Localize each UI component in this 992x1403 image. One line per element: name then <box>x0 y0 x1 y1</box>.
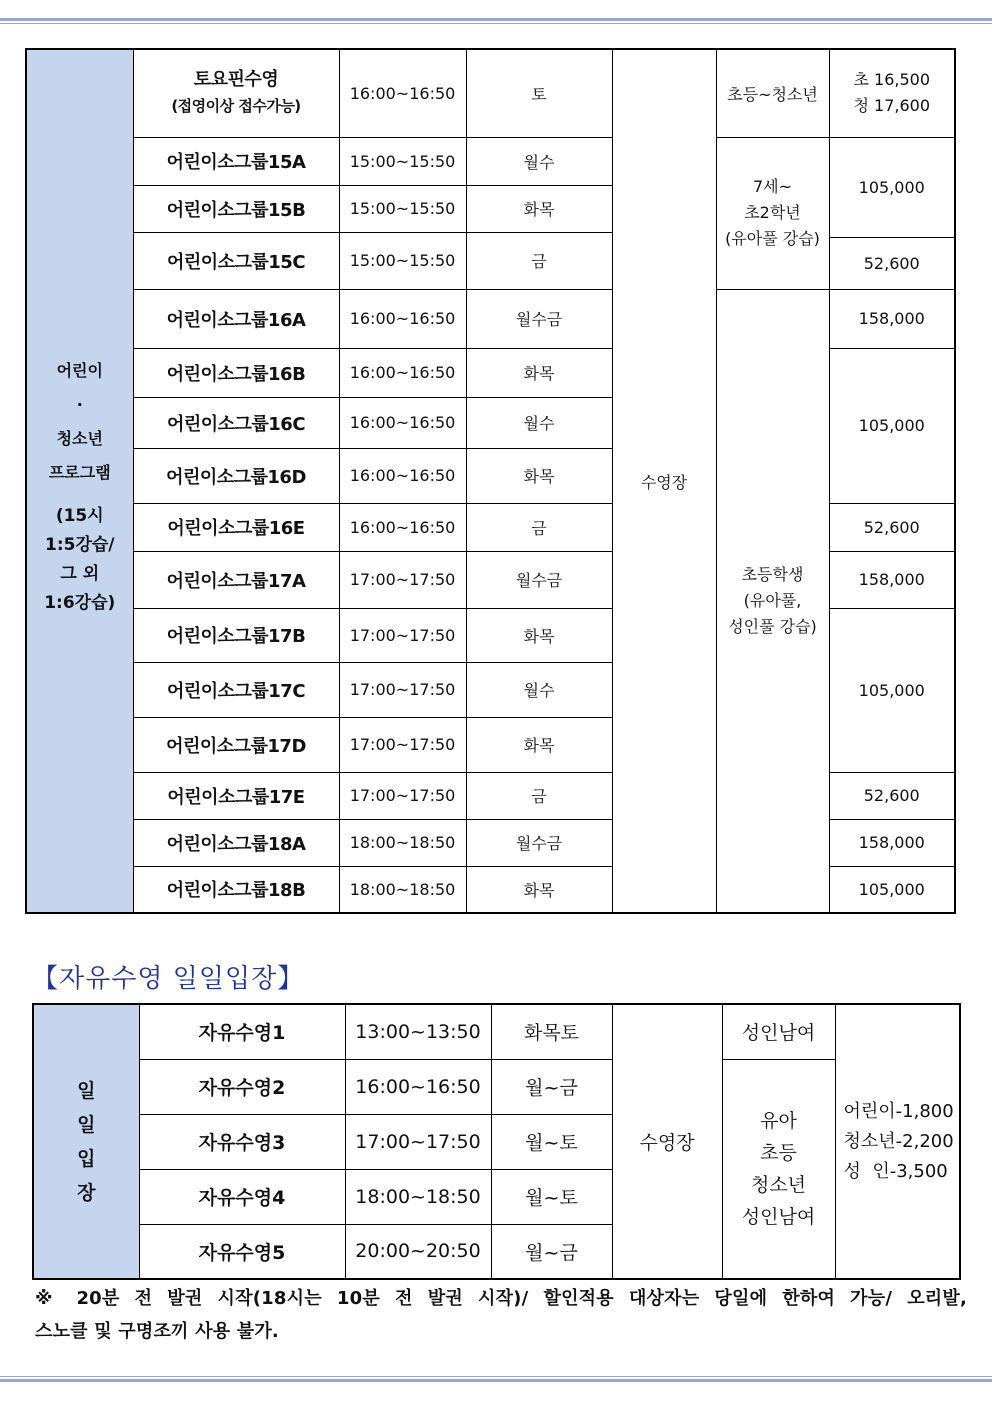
free-swim-name: 자유수영1 <box>139 1004 345 1059</box>
free-swim-location: 수영장 <box>612 1004 722 1279</box>
program-name: 어린이소그룹15C <box>133 232 339 289</box>
program-days: 월수금 <box>466 551 612 608</box>
program-name: 어린이소그룹16B <box>133 348 339 397</box>
free-swim-name: 자유수영4 <box>139 1169 345 1224</box>
program-fee: 105,000 <box>829 608 955 772</box>
program-name: 어린이소그룹17C <box>133 662 339 717</box>
program-name: 어린이소그룹15B <box>133 185 339 232</box>
program-days: 월수 <box>466 662 612 717</box>
free-swim-time: 13:00~13:50 <box>345 1004 491 1059</box>
notice-line: ※ 20분 전 발권 시작(18시는 10분 전 발권 시작)/ 할인적용 대상자는 당일에 한하여 가능/ 오리발, <box>35 1288 967 1309</box>
program-time: 15:00~15:50 <box>339 185 466 232</box>
program-fee: 105,000 <box>829 348 955 503</box>
program-time: 17:00~17:50 <box>339 662 466 717</box>
program-fee: 초 16,500 청 17,600 <box>829 49 955 137</box>
program-name: 어린이소그룹18B <box>133 866 339 913</box>
free-swim-days: 화목토 <box>491 1004 612 1059</box>
program-table <box>25 48 956 914</box>
program-days: 토 <box>466 49 612 137</box>
free-swim-time: 20:00~20:50 <box>345 1224 491 1279</box>
table-row <box>33 1059 960 1114</box>
program-name: 어린이소그룹15A <box>133 137 339 185</box>
program-category-cell <box>26 49 133 913</box>
program-time: 16:00~16:50 <box>339 448 466 503</box>
free-swim-days: 월~금 <box>491 1059 612 1114</box>
program-name: 어린이소그룹17A <box>133 551 339 608</box>
program-days: 월수 <box>466 397 612 448</box>
table-row <box>26 137 955 185</box>
program-name: 어린이소그룹16A <box>133 289 339 348</box>
free-swim-fees: 어린이-1,800 청소년-2,200 성 인-3,500 <box>835 1004 960 1279</box>
program-time: 15:00~15:50 <box>339 137 466 185</box>
program-fee: 52,600 <box>829 772 955 819</box>
program-target: 7세~ 초2학년 (유아풀 강습) <box>716 137 829 289</box>
program-time: 18:00~18:50 <box>339 819 466 866</box>
program-fee: 52,600 <box>829 503 955 551</box>
category-line: 어린이 <box>56 361 103 380</box>
free-swim-target: 유아 초등 청소년 성인남여 <box>722 1059 835 1279</box>
program-name-sub: (접영이상 접수가능) <box>171 97 301 116</box>
category-dot: · <box>76 395 83 414</box>
program-days: 금 <box>466 503 612 551</box>
free-swim-name: 자유수영2 <box>139 1059 345 1114</box>
free-swim-days: 월~토 <box>491 1114 612 1169</box>
program-name: 어린이소그룹16D <box>133 448 339 503</box>
program-target: 초등학생 (유아풀, 성인풀 강습) <box>716 289 829 913</box>
program-name: 토요핀수영 (접영이상 접수가능) <box>133 49 339 137</box>
table-row <box>26 289 955 348</box>
program-time: 17:00~17:50 <box>339 772 466 819</box>
program-name: 어린이소그룹17B <box>133 608 339 662</box>
program-days: 월수금 <box>466 289 612 348</box>
free-swim-time: 18:00~18:50 <box>345 1169 491 1224</box>
program-name: 어린이소그룹17E <box>133 772 339 819</box>
program-time: 17:00~17:50 <box>339 608 466 662</box>
program-time: 16:00~16:50 <box>339 49 466 137</box>
free-swim-time: 17:00~17:50 <box>345 1114 491 1169</box>
section-title: 【자유수영 일일입장】 <box>32 964 305 994</box>
program-time: 15:00~15:50 <box>339 232 466 289</box>
program-name: 어린이소그룹17D <box>133 717 339 772</box>
program-name: 어린이소그룹18A <box>133 819 339 866</box>
program-time: 16:00~16:50 <box>339 503 466 551</box>
program-days: 월수 <box>466 137 612 185</box>
program-days: 화목 <box>466 348 612 397</box>
program-fee: 158,000 <box>829 819 955 866</box>
program-fee: 158,000 <box>829 551 955 608</box>
program-days: 금 <box>466 772 612 819</box>
free-swim-name: 자유수영3 <box>139 1114 345 1169</box>
page-border-bottom <box>0 1376 992 1382</box>
program-days: 화목 <box>466 608 612 662</box>
free-swim-days: 월~금 <box>491 1224 612 1279</box>
free-swim-time: 16:00~16:50 <box>345 1059 491 1114</box>
table-row <box>33 1004 960 1059</box>
program-fee: 105,000 <box>829 137 955 237</box>
notice-text <box>35 1282 967 1348</box>
program-time: 18:00~18:50 <box>339 866 466 913</box>
free-swim-name: 자유수영5 <box>139 1224 345 1279</box>
program-time: 16:00~16:50 <box>339 348 466 397</box>
program-days: 화목 <box>466 866 612 913</box>
program-days: 금 <box>466 232 612 289</box>
table-row <box>26 49 955 137</box>
page-border-top <box>0 18 992 24</box>
notice-line: 스노클 및 구명조끼 사용 불가. <box>35 1321 279 1342</box>
program-location: 수영장 <box>612 49 716 913</box>
program-days: 화목 <box>466 717 612 772</box>
free-swim-days: 월~토 <box>491 1169 612 1224</box>
program-days: 화목 <box>466 448 612 503</box>
program-fee: 52,600 <box>829 237 955 289</box>
program-time: 17:00~17:50 <box>339 551 466 608</box>
free-swim-target: 성인남여 <box>722 1004 835 1059</box>
program-target: 초등~청소년 <box>716 49 829 137</box>
program-name: 어린이소그룹16C <box>133 397 339 448</box>
program-fee: 158,000 <box>829 289 955 348</box>
program-days: 화목 <box>466 185 612 232</box>
program-time: 17:00~17:50 <box>339 717 466 772</box>
program-fee: 105,000 <box>829 866 955 913</box>
program-time: 16:00~16:50 <box>339 289 466 348</box>
program-name: 어린이소그룹16E <box>133 503 339 551</box>
category-line: 청소년 <box>56 429 103 448</box>
category-note: (15시 1:5강습/ 그 외 1:6강습) <box>44 506 116 613</box>
category-line: 프로그램 <box>48 463 111 482</box>
free-swim-category-cell: 일 일 입 장 <box>33 1004 139 1279</box>
free-swim-table <box>32 1003 961 1280</box>
program-time: 16:00~16:50 <box>339 397 466 448</box>
program-days: 월수금 <box>466 819 612 866</box>
